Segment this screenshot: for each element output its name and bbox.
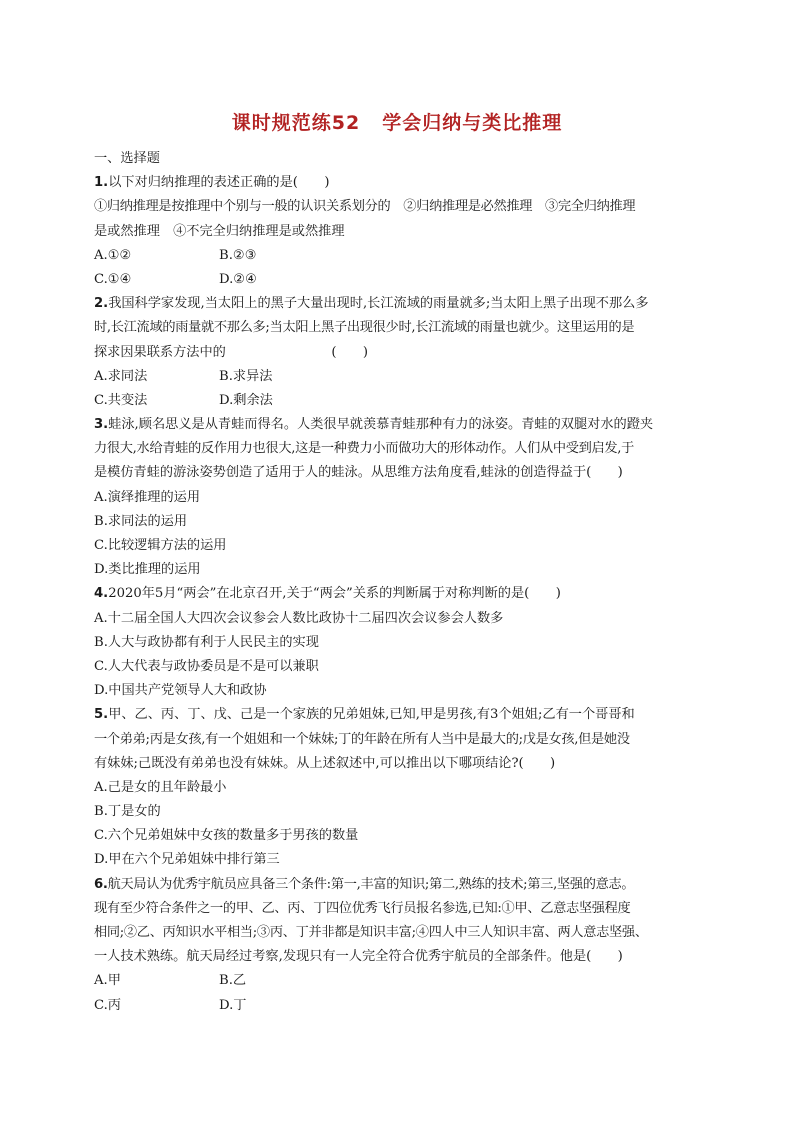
option-d: D.中国共产党领导人大和政协 bbox=[94, 683, 267, 699]
question-6-stem: 6.航天局认为优秀宇航员应具备三个条件:第一,丰富的知识;第二,熟练的技术;第三,坚强的意志。 bbox=[94, 876, 635, 892]
title-topic: 学会归纳与类比推理 bbox=[382, 112, 563, 134]
option-b: B.丁是女的 bbox=[94, 804, 161, 820]
question-4-number: 4. bbox=[94, 586, 109, 602]
option-a: A.十二届全国人大四次会议参会人数比政协十二届四次会议参会人数多 bbox=[94, 610, 504, 626]
option-c: C.人大代表与政协委员是不是可以兼职 bbox=[94, 658, 319, 674]
question-1-text-line: ①归纳推理是按推理中个别与一般的认识关系划分的 ②归纳推理是必然推理 ③完全归纳推理 bbox=[94, 199, 636, 215]
question-5-text-line: 一个弟弟;丙是女孩,有一个姐姐和一个妹妹;丁的年龄在所有人当中是最大的;戊是女孩,但是她没 bbox=[94, 731, 630, 747]
option-b: B.求异法 bbox=[219, 368, 273, 384]
option-d: D.类比推理的运用 bbox=[94, 562, 201, 578]
option-d: D.②④ bbox=[219, 271, 257, 287]
question-content bbox=[94, 147, 706, 1018]
option-b: B.人大与政协都有利于人民民主的实现 bbox=[94, 634, 319, 650]
option-c: C.六个兄弟姐妹中女孩的数量多于男孩的数量 bbox=[94, 828, 359, 844]
question-6-options bbox=[94, 969, 706, 993]
question-6-text-line: 一人技术熟练。航天局经过考察,发现只有一人完全符合优秀宇航员的全部条件。他是( ) bbox=[94, 949, 623, 965]
option-d: D.丁 bbox=[219, 997, 247, 1013]
option-b: B.②③ bbox=[219, 247, 257, 263]
question-6-text-line: 相同;②乙、丙知识水平相当;③丙、丁并非都是知识丰富;④四人中三人知识丰富、两人意志坚强、 bbox=[94, 925, 648, 940]
question-2-text-line: 时,长江流域的雨量就不那么多;当太阳上黑子出现很少时,长江流域的雨量也就少。这里运用的是 bbox=[94, 320, 635, 336]
option-a: A.甲 bbox=[94, 973, 121, 989]
question-4-stem: 4.2020年5月“两会”在北京召开,关于“两会”关系的判断属于对称判断的是( ) bbox=[94, 586, 561, 602]
question-6-number: 6. bbox=[94, 876, 108, 892]
option-a: A.演绎推理的运用 bbox=[94, 489, 201, 505]
option-a: A.①② bbox=[94, 247, 132, 263]
question-3-number: 3. bbox=[94, 417, 109, 433]
title-lesson-number: 课时规范练52 bbox=[231, 112, 361, 134]
option-c: C.①④ bbox=[94, 271, 132, 287]
section-heading: 一、选择题 bbox=[94, 151, 160, 166]
question-1-stem: 1.以下对归纳推理的表述正确的是( ) bbox=[94, 175, 330, 191]
question-3-text-line: 力很大,水给青蛙的反作用力也很大,这是一种费力小而做功大的形体动作。人们从中受到启发,于 bbox=[94, 441, 635, 457]
question-2-text-line: 探求因果联系方法中的 ( ) bbox=[94, 344, 369, 360]
question-6-text-line: 现有至少符合条件之一的甲、乙、丙、丁四位优秀飞行员报名参选,已知:①甲、乙意志坚强程度 bbox=[94, 900, 631, 916]
question-3-stem: 3.蛙泳,顾名思义是从青蛙而得名。人类很早就羡慕青蛙那种有力的泳姿。青蛙的双腿对水的蹬夹 bbox=[94, 417, 654, 433]
question-2-number: 2. bbox=[94, 296, 109, 312]
question-5-number: 5. bbox=[94, 707, 109, 723]
option-d: D.剩余法 bbox=[219, 392, 273, 408]
option-c: C.丙 bbox=[94, 997, 121, 1013]
question-1-options bbox=[94, 268, 706, 292]
question-2-options bbox=[94, 389, 706, 413]
option-c: C.比较逻辑方法的运用 bbox=[94, 538, 227, 553]
question-1-number: 1. bbox=[94, 175, 109, 191]
question-3-text-line: 是模仿青蛙的游泳姿势创造了适用于人的蛙泳。从思维方法角度看,蛙泳的创造得益于( ) bbox=[94, 465, 623, 481]
option-b: B.求同法的运用 bbox=[94, 513, 188, 529]
option-a: A.求同法 bbox=[94, 368, 148, 384]
question-1-options bbox=[94, 244, 706, 268]
option-c: C.共变法 bbox=[94, 392, 148, 408]
question-5-text-line: 有妹妹;己既没有弟弟也没有妹妹。从上述叙述中,可以推出以下哪项结论?( ) bbox=[94, 755, 556, 771]
option-d: D.甲在六个兄弟姐妹中排行第三 bbox=[94, 852, 280, 868]
question-5-stem: 5.甲、乙、丙、丁、戊、己是一个家族的兄弟姐妹,已知,甲是男孩,有3个姐姐;乙有一个哥哥和 bbox=[94, 707, 635, 723]
page-title bbox=[0, 108, 794, 135]
question-1-text-line: 是或然推理 ④不完全归纳推理是或然推理 bbox=[94, 223, 345, 239]
question-2-stem: 2.我国科学家发现,当太阳上的黑子大量出现时,长江流域的雨量就多;当太阳上黑子出现不那么多 bbox=[94, 296, 649, 312]
option-b: B.乙 bbox=[219, 973, 247, 989]
option-a: A.己是女的且年龄最小 bbox=[94, 779, 227, 795]
question-6-options bbox=[94, 994, 706, 1018]
question-2-options bbox=[94, 365, 706, 389]
